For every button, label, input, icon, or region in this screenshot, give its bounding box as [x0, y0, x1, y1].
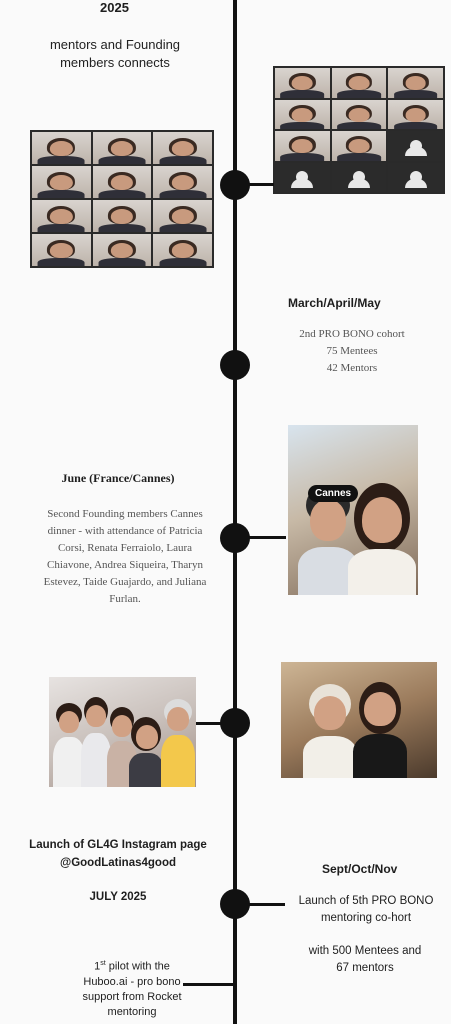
- user-placeholder-icon: [275, 163, 330, 193]
- video-tile: [153, 132, 212, 164]
- video-tile: [388, 100, 443, 130]
- timeline-node: [220, 708, 250, 738]
- instagram-date: JULY 2025: [89, 891, 147, 903]
- video-tile: [93, 200, 152, 232]
- video-tile: [93, 132, 152, 164]
- video-tile: [275, 131, 330, 161]
- fifth-cohort-launch: Launch of 5th PRO BONO mentoring co-hort: [298, 895, 434, 924]
- video-tile: [332, 131, 387, 161]
- pilot-ordinal-suffix: st: [100, 960, 106, 967]
- sept-oct-nov-heading: Sept/Oct/Nov: [322, 862, 398, 876]
- mentors-line: 42 Mentors: [326, 362, 378, 374]
- video-tile: [332, 100, 387, 130]
- video-tile: [275, 100, 330, 130]
- video-tile: [93, 166, 152, 198]
- pilot-note: [77, 956, 187, 1020]
- connects-caption: mentors and Founding members connects: [49, 37, 181, 70]
- pilot-text: pilot with the Huboo.ai - pro bono support from Rocket mentoring: [82, 960, 182, 1018]
- video-tile: [93, 234, 152, 266]
- user-placeholder-icon: [332, 163, 387, 193]
- group-photo: [49, 677, 196, 787]
- zoom-screenshot-right: [273, 66, 445, 194]
- instagram-handle: @GoodLatinas4good: [60, 857, 176, 869]
- timeline-connector: [248, 903, 285, 906]
- gl4g-tshirt-photo: [281, 662, 437, 778]
- video-tile: [32, 234, 91, 266]
- timeline-node: [220, 523, 250, 553]
- timeline-connector: [248, 536, 286, 539]
- year-heading: 2025: [100, 0, 129, 15]
- video-tile: [153, 200, 212, 232]
- user-placeholder-icon: [388, 163, 443, 193]
- cannes-badge: Cannes: [308, 485, 358, 502]
- timeline-connector: [183, 983, 235, 986]
- march-april-may-heading: March/April/May: [288, 296, 381, 310]
- zoom-screenshot-left: [30, 130, 214, 268]
- cohort-line: 2nd PRO BONO cohort: [299, 328, 405, 340]
- timeline-line: [233, 0, 237, 1024]
- cannes-selfie-photo: [288, 425, 418, 595]
- user-placeholder-icon: [388, 131, 443, 161]
- timeline-connector: [196, 722, 222, 725]
- mentees-line: 75 Mentees: [326, 345, 378, 357]
- video-tile: [153, 166, 212, 198]
- timeline-connector: [248, 183, 274, 186]
- video-tile: [275, 68, 330, 98]
- video-tile: [153, 234, 212, 266]
- video-tile: [388, 68, 443, 98]
- video-tile: [32, 132, 91, 164]
- june-heading: June (France/Cannes): [61, 471, 175, 485]
- june-body: Second Founding members Cannes dinner - with attendance of Patricia Corsi, Renata Ferraiolo, Laura Chiavone, Andrea Siqueira, Tharyn Estevez, Taide Guajardo, and Juliana Furlan.: [43, 508, 207, 605]
- video-tile: [32, 166, 91, 198]
- timeline-node: [220, 350, 250, 380]
- timeline-node: [220, 170, 250, 200]
- pilot-ordinal: 1: [94, 960, 101, 973]
- instagram-heading: Launch of GL4G Instagram page: [29, 839, 207, 851]
- mentees-mentors-count: with 500 Mentees and 67 mentors: [308, 945, 422, 974]
- timeline-node: [220, 889, 250, 919]
- video-tile: [32, 200, 91, 232]
- video-tile: [332, 68, 387, 98]
